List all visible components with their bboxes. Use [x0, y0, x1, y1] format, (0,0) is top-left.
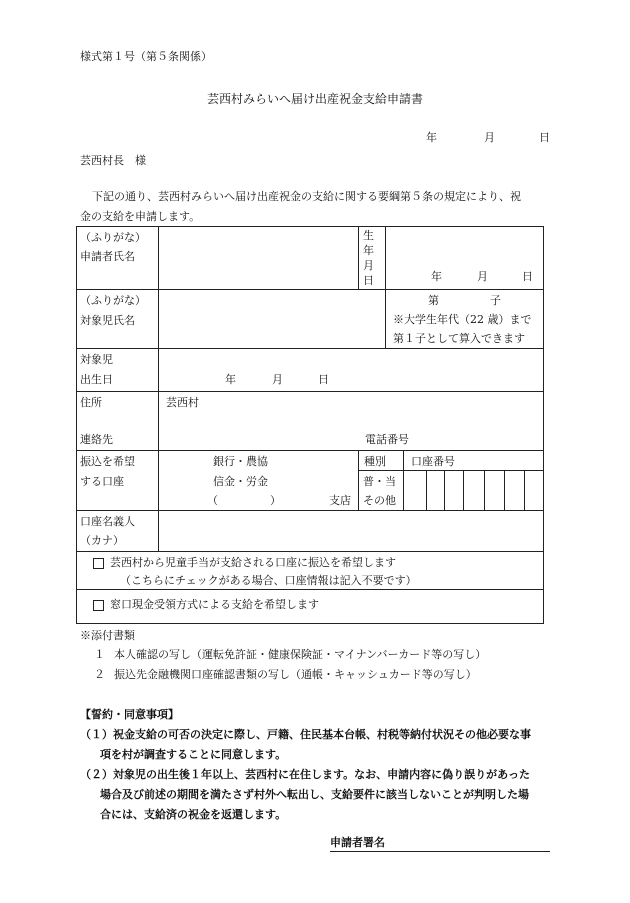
cash-pickup-text: 窓口現金受領方式による支給を希望します [110, 598, 319, 611]
furigana-label: （ふりがな） [80, 231, 146, 244]
holder-name-field[interactable] [159, 511, 543, 551]
address-prefix: 芸西村 [166, 396, 199, 409]
address-field[interactable] [210, 392, 543, 420]
holder-label-1: 口座名義人 [80, 515, 135, 528]
pledge-1-line-2: 項を村が調査することに同意します。 [100, 748, 287, 761]
pledge-1-line-1: （１）祝金支給の可否の決定に際し、戸籍、住民基本台帳、村税等納付状況その他必要な事 [80, 728, 531, 741]
signature-label: 申請者署名 [330, 836, 385, 849]
account-type-option-2[interactable]: その他 [363, 494, 396, 507]
bank-type-2[interactable]: 信金・労金 [213, 475, 268, 488]
birthdate-char: 年 [363, 244, 374, 257]
form-number: 様式第１号（第５条関係） [80, 50, 212, 63]
account-label-2: する口座 [80, 475, 124, 488]
contact-label: 連絡先 [80, 433, 113, 446]
col-divider [358, 226, 359, 290]
signature-field[interactable] [394, 834, 550, 851]
holder-label-2: （カナ） [80, 534, 124, 547]
account-type-label: 種別 [364, 455, 386, 468]
attachments-heading: ※添付書類 [80, 629, 135, 642]
intro-line-2: 金の支給を申請します。 [80, 210, 201, 223]
branch-name-field[interactable] [220, 493, 268, 509]
bank-paren-open: （ [207, 494, 218, 507]
birthdate-char: 日 [363, 274, 374, 287]
applicant-name-field[interactable] [159, 227, 358, 289]
applicant-birth-day: 日 [522, 270, 533, 283]
date-day: 日 [539, 131, 550, 144]
addressee: 芸西村長 様 [80, 154, 146, 167]
child-allowance-text: 芸西村から児童手当が支給される口座に振込を希望します [110, 556, 396, 569]
child-note-2: 第１子として算入できます [393, 332, 525, 345]
birthdate-label [363, 228, 377, 288]
phone-field[interactable] [420, 428, 543, 450]
address-label: 住所 [80, 396, 102, 409]
row-divider [76, 551, 544, 552]
col-divider [358, 450, 359, 511]
child-birth-month: 月 [272, 373, 283, 386]
child-birth-year: 年 [225, 373, 236, 386]
phone-label: 電話番号 [365, 433, 409, 446]
child-birth-day: 日 [318, 373, 329, 386]
page-title: 芸西村みらいへ届け出産祝金支給申請書 [207, 92, 424, 106]
pledge-2-line-2: 場合及び前述の期間を満たさず村外へ転出し、支給要件に該当しないことが判明した場 [100, 788, 529, 801]
birthdate-char: 月 [363, 259, 374, 272]
furigana-label: （ふりがな） [80, 294, 146, 307]
attachment-text-1: 本人確認の写し（運転免許証・健康保険証・マイナンバーカード等の写し） [114, 648, 487, 661]
attachment-text-2: 振込先金融機関口座確認書類の写し（通帳・キャッシュカード等の写し） [114, 668, 477, 681]
child-birth-label-1: 対象児 [80, 353, 113, 366]
child-name-label: 対象児氏名 [80, 314, 135, 327]
child-order-dai: 第 [428, 294, 439, 307]
applicant-name-label: 申請者氏名 [80, 250, 135, 263]
child-order-field[interactable] [440, 291, 486, 309]
cash-pickup-option[interactable] [93, 598, 319, 611]
row-divider [76, 450, 544, 451]
child-order-ko: 子 [490, 294, 501, 307]
child-allowance-option[interactable] [93, 556, 396, 569]
bank-paren-close: ） [270, 494, 281, 507]
birthdate-char: 生 [363, 229, 374, 242]
pledge-2-line-1: （２）対象児の出生後１年以上、芸西村に在住します。なお、申請内容に偽り誤りがあった [80, 768, 531, 781]
pledge-2-line-3: 合には、支給済の祝金を返還します。 [100, 808, 287, 821]
child-name-field[interactable] [159, 290, 385, 348]
account-type-option-1[interactable]: 普・当 [363, 475, 396, 488]
account-number-label: 口座番号 [411, 455, 455, 468]
bank-type-1[interactable]: 銀行・農協 [213, 455, 268, 468]
account-number-field[interactable] [404, 471, 543, 510]
intro-line-1: 下記の通り、芸西村みらいへ届け出産祝金の支給に関する要綱第５条の規定により、祝 [92, 190, 521, 203]
applicant-birth-month: 月 [477, 270, 488, 283]
branch-label: 支店 [329, 494, 351, 507]
checkbox-cash-pickup[interactable] [93, 600, 104, 611]
child-birth-label-2: 出生日 [80, 373, 113, 386]
child-allowance-note: （こちらにチェックがある場合、口座情報は記入不要です） [120, 574, 417, 587]
account-label-1: 振込を希望 [80, 455, 135, 468]
child-note-1: ※大学生年代（22 歳）まで [393, 313, 532, 326]
attachment-no-2: ２ [94, 668, 105, 681]
row-divider [76, 589, 544, 590]
signature-line [330, 851, 550, 852]
attachment-no-1: １ [94, 648, 105, 661]
date-month: 月 [484, 131, 495, 144]
pledge-heading: 【誓約・同意事項】 [80, 708, 179, 721]
applicant-birthdate-field[interactable] [386, 227, 543, 289]
applicant-birth-year: 年 [431, 270, 442, 283]
date-year: 年 [426, 131, 437, 144]
checkbox-child-allowance[interactable] [93, 558, 104, 569]
child-birthdate-field[interactable] [159, 349, 543, 391]
